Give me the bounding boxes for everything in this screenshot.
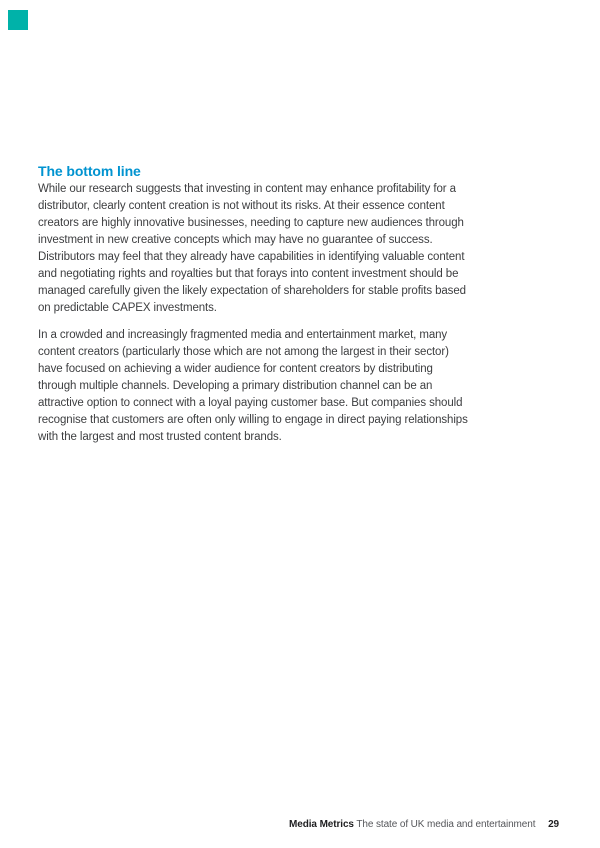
text-line: Distributors may feel that they already have capabilities in identifying valuable content: [38, 251, 465, 263]
text-line: While our research suggests that investing in content may enhance profitability for a: [38, 183, 456, 195]
text-line: distributor, clearly content creation is not without its risks. At their essence content: [38, 200, 445, 212]
text-line: with the largest and most trusted content brands.: [38, 431, 282, 443]
text-line: managed carefully given the likely expectation of shareholders for stable profits based: [38, 285, 466, 297]
paragraph-1: [38, 181, 538, 317]
text-line: In a crowded and increasingly fragmented media and entertainment market, many: [38, 329, 448, 341]
text-line: and negotiating rights and royalties but that forays into content investment should be: [38, 268, 459, 280]
text-line: content creators (particularly those which are not among the largest in their sector): [38, 346, 449, 358]
text-line: creators are highly innovative businesses, needing to capture new audiences through: [38, 217, 464, 229]
footer-subtitle: The state of UK media and entertainment: [356, 819, 536, 830]
text-line: have focused on achieving a wider audience for content creators by distributing: [38, 363, 433, 375]
footer-page-number: 29: [548, 819, 559, 830]
text-line: recognise that customers are often only willing to engage in direct paying relationships: [38, 414, 468, 426]
page-footer: [289, 819, 559, 830]
footer-brand: Media Metrics: [289, 819, 354, 830]
paragraph-2: [38, 327, 538, 446]
text-line: investment in new creative concepts which may have no guarantee of success.: [38, 234, 433, 246]
corner-accent-square: [8, 10, 28, 30]
text-line: through multiple channels. Developing a primary distribution channel can be an: [38, 380, 433, 392]
section-heading: The bottom line: [38, 163, 141, 179]
text-line: on predictable CAPEX investments.: [38, 302, 217, 314]
text-line: attractive option to connect with a loyal paying customer base. But companies should: [38, 397, 463, 409]
